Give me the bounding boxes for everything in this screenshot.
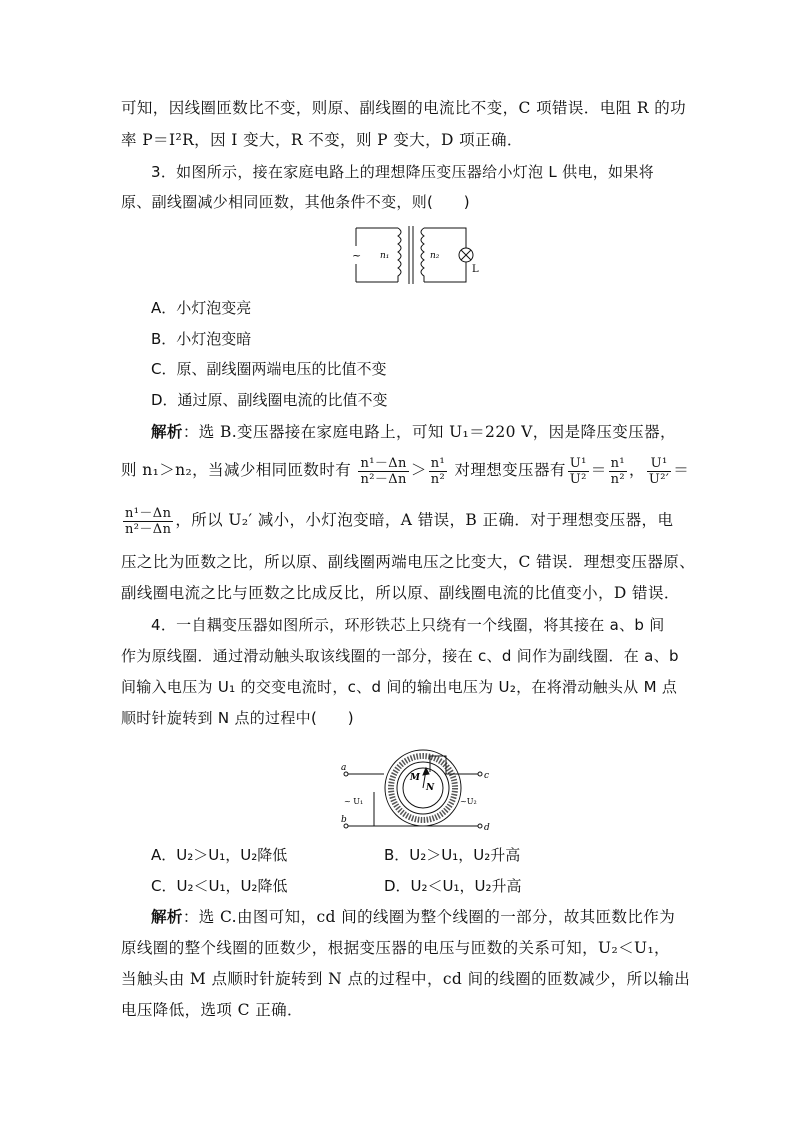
lamp-label: L [472, 264, 479, 275]
question-4-stem: 间输入电压为 U₁ 的交变电流时，c、d 间的输出电压为 U₂，在将滑动触头从 M 点 [121, 678, 678, 696]
solution-3-line: 解析：选 B.变压器接在家庭电路上，可知 U₁＝220 V，因是降压变压器， [151, 422, 676, 441]
question-3-stem: 原、副线圈减少相同匝数，其他条件不变，则( ) [121, 193, 470, 211]
terminal-c-label: c [484, 771, 490, 781]
option-d: D．通过原、副线圈电流的比值不变 [151, 391, 388, 409]
primary-coil-label: n₁ [380, 251, 390, 261]
terminal-b-label: b [341, 815, 347, 825]
fraction: $\frac{\text{U¹}}{\text{U²′}}$ [648, 455, 670, 487]
autotransformer-figure [338, 744, 496, 836]
solution-3-line: 则 n₁＞n₂，当减少相同匝数时有 $\frac{\text{n¹－Δn}}{\text{n²－Δn}}$ ＞ $\frac{\text{n¹}}{\text{n²}}$ 对理想变压器有 $\frac{\text{U¹}}{\text{U²}}$ ＝ $\frac{\text{n¹}}{\text{n²}}$ ， $\frac{\text{U¹}}{\text{U²′}}$ ＝ [121, 455, 690, 487]
option-b: B．小灯泡变暗 [151, 330, 252, 348]
input-voltage-label: ~ U₁ [344, 797, 364, 806]
option-a: A．小灯泡变亮 [151, 299, 252, 317]
option-a: A．U₂＞U₁，U₂降低 [151, 846, 288, 864]
solution-3-line: 压之比为匝数之比，所以原、副线圈两端电压之比变大，C 错误．理想变压器原、 [121, 553, 696, 571]
fraction: $\frac{\text{n¹－Δn}}{\text{n²－Δn}}$ [360, 455, 407, 487]
output-voltage-label: ~U₂ [460, 797, 477, 806]
option-c: C．U₂＜U₁，U₂降低 [151, 877, 288, 895]
text-line: 率 P＝I²R，因 I 变大，R 不变，则 P 变大，D 项正确． [121, 131, 523, 149]
solution-4-line: 解析：选 C.由图可知，cd 间的线圈为整个线圈的一部分，故其匝数比作为 [151, 907, 676, 926]
question-4-stem: 顺时针旋转到 N 点的过程中( ) [121, 709, 354, 727]
solution-4-line: 电压降低，选项 C 正确． [121, 1001, 303, 1019]
solution-3-line: 副线圈电流之比与匝数之比成反比，所以原、副线圈电流的比值变小，D 错误． [121, 584, 680, 602]
transformer-figure [346, 222, 486, 288]
ac-source-symbol: ~ [352, 249, 362, 262]
question-4-stem: 4．一自耦变压器如图所示，环形铁芯上只绕有一个线圈，将其接在 a、b 间 [151, 616, 665, 634]
question-4-stem: 作为原线圈．通过滑动触头取该线圈的一部分，接在 c、d 间作为副线圈．在 a、b [121, 647, 679, 665]
solution-4-line: 原线圈的整个线圈的匝数少，根据变压器的电压与匝数的关系可知，U₂＜U₁， [121, 939, 670, 957]
solution-3-line: $\frac{\text{n¹－Δn}}{\text{n²－Δn}}$ ，所以 U₂′ 减小，小灯泡变暗，A 错误，B 正确．对于理想变压器，电 [125, 505, 674, 537]
fraction: $\frac{\text{U¹}}{\text{U²}}$ [569, 455, 587, 487]
terminal-a-label: a [341, 763, 347, 773]
terminal-d-label: d [484, 823, 490, 833]
question-3-stem: 3．如图所示，接在家庭电路上的理想降压变压器给小灯泡 L 供电，如果将 [151, 163, 654, 181]
fraction: $\frac{\text{n¹}}{\text{n²}}$ [430, 455, 446, 487]
fraction: $\frac{\text{n¹－Δn}}{\text{n²－Δn}}$ [125, 505, 172, 537]
text-line: 可知，因线圈匝数比不变，则原、副线圈的电流比不变，C 项错误．电阻 R 的功 [121, 99, 687, 117]
secondary-coil-label: n₂ [430, 251, 440, 261]
option-b: B．U₂＞U₁，U₂升高 [384, 846, 521, 864]
point-n-label: N [426, 783, 435, 793]
solution-label: 解析 [151, 422, 183, 441]
option-d: D．U₂＜U₁，U₂升高 [384, 877, 522, 895]
option-c: C．原、副线圈两端电压的比值不变 [151, 360, 387, 378]
fraction: $\frac{\text{n¹}}{\text{n²}}$ [610, 455, 626, 487]
point-m-label: M [410, 773, 420, 783]
solution-label: 解析 [151, 907, 183, 926]
solution-4-line: 当触头由 M 点顺时针旋转到 N 点的过程中，cd 间的线圈的匝数减少，所以输出 [121, 970, 691, 988]
